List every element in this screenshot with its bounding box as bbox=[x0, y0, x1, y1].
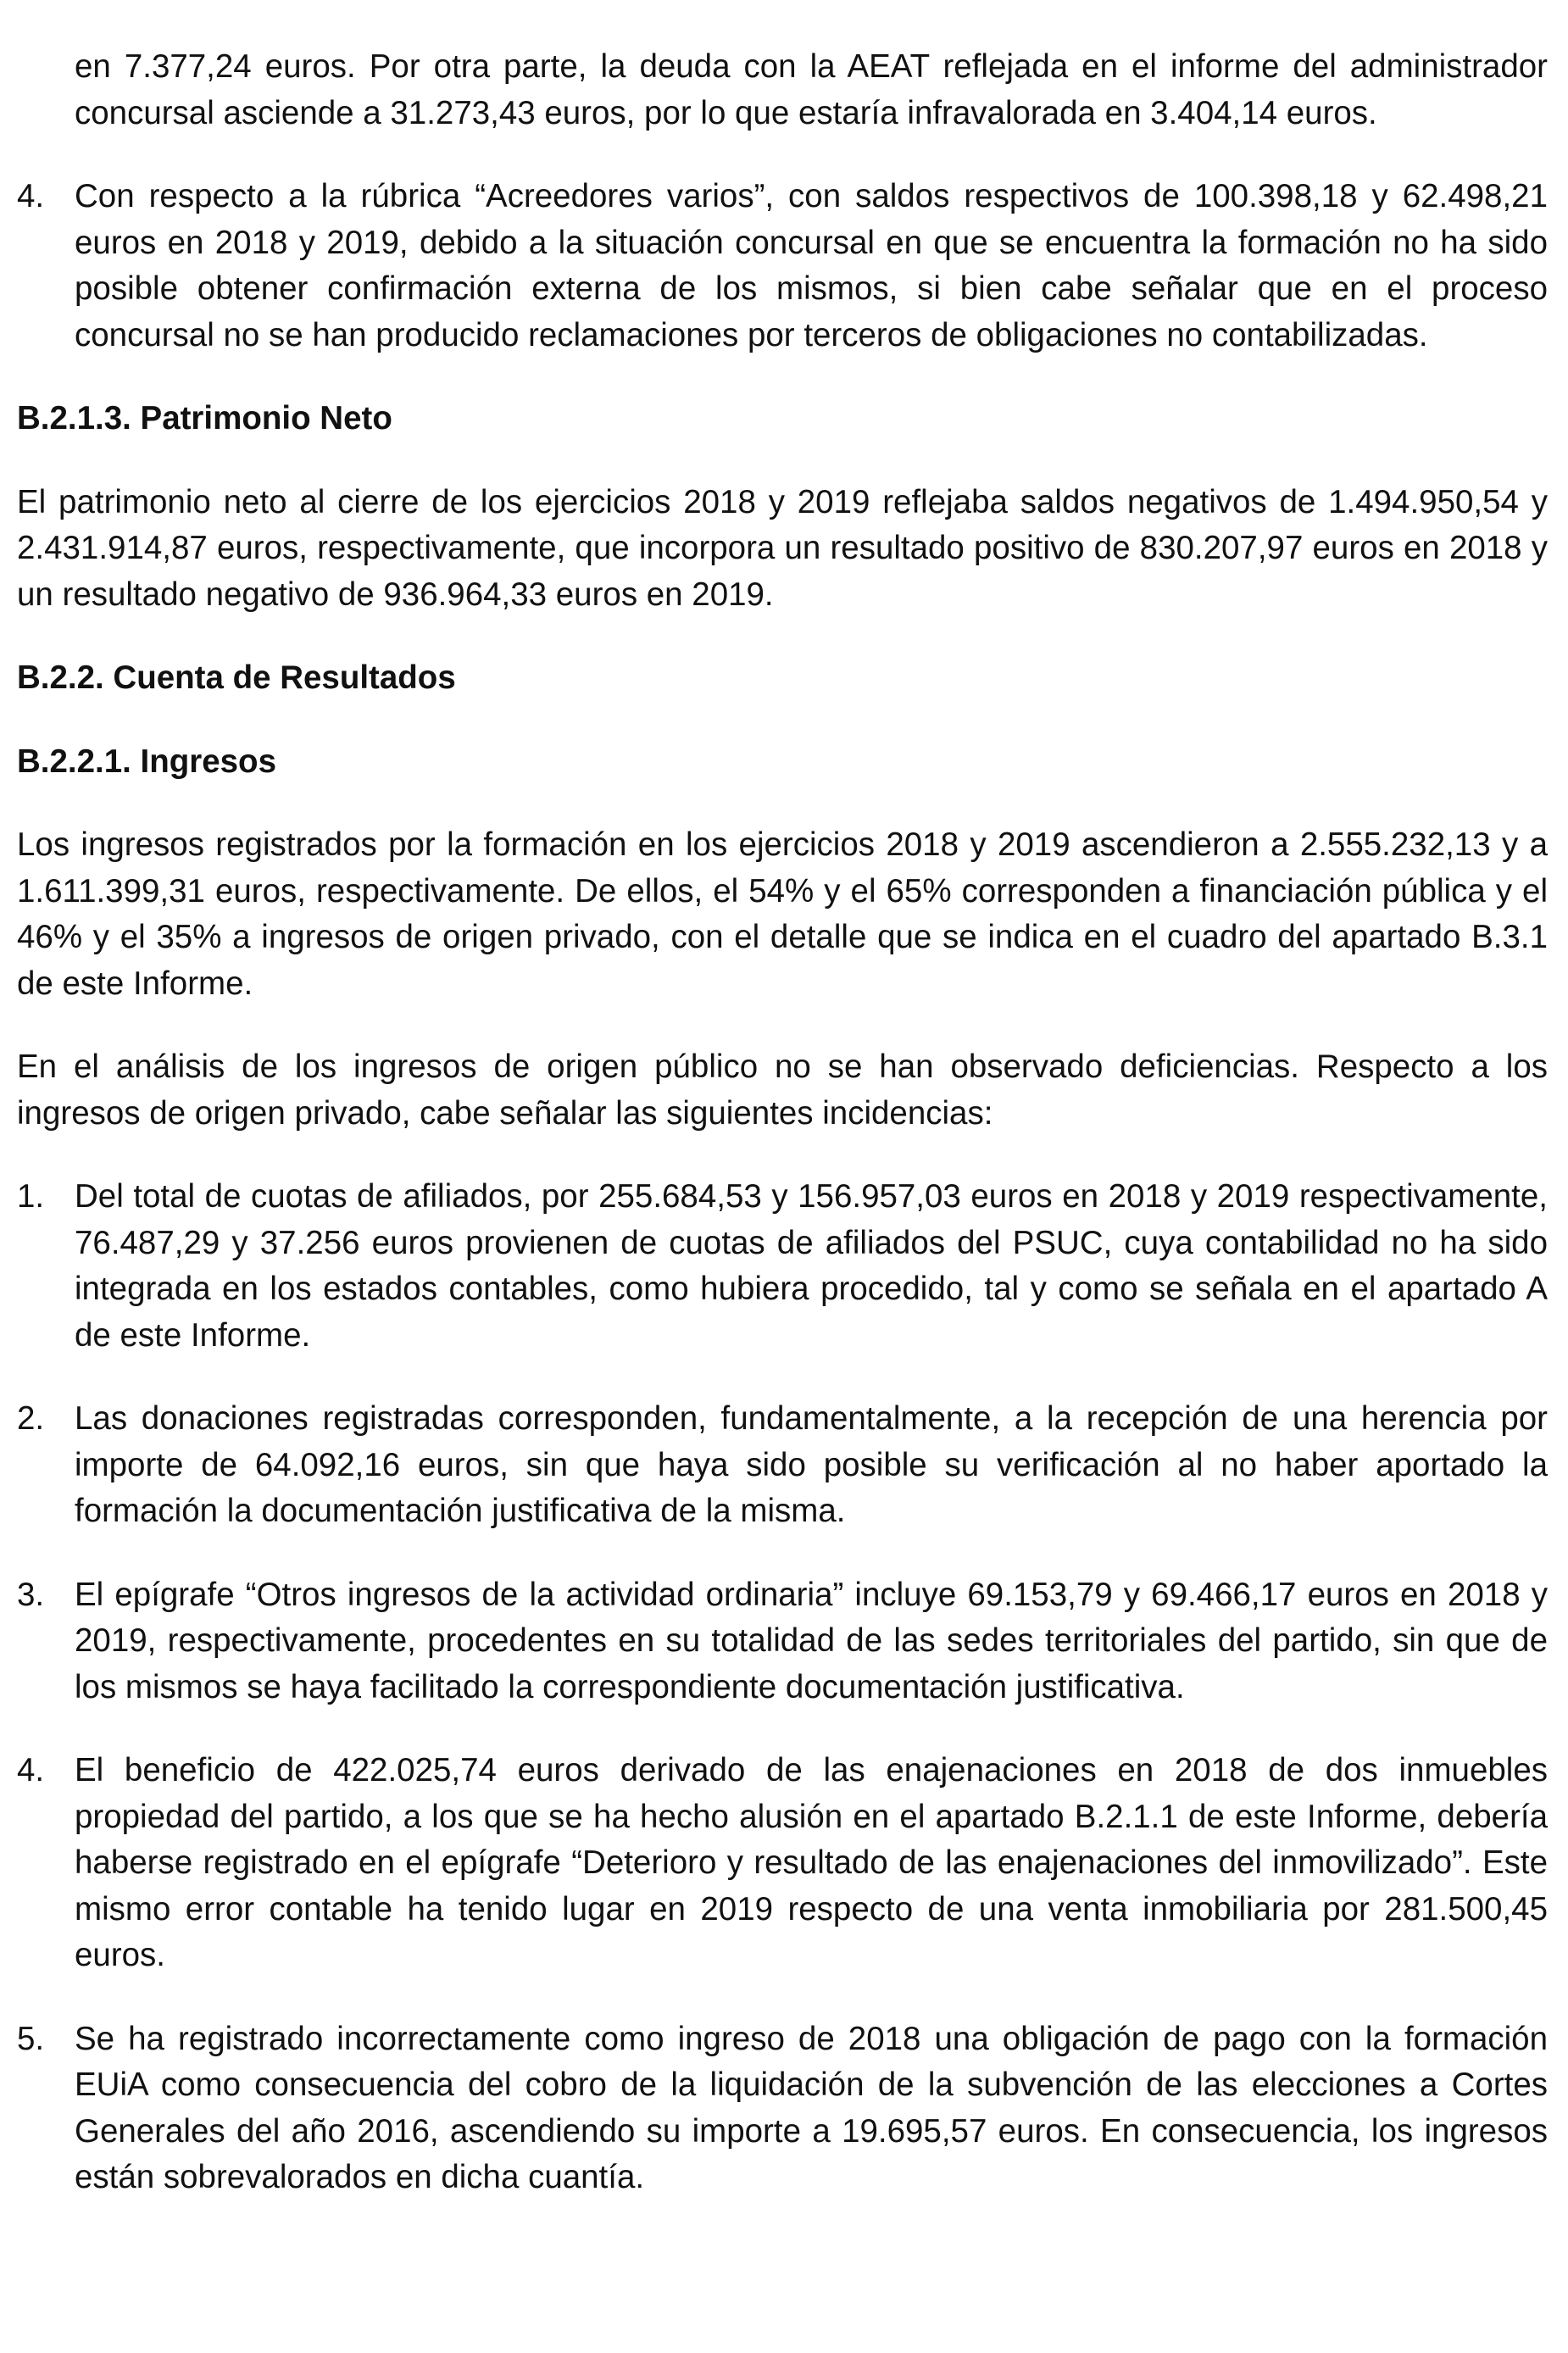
paragraph-ingresos-totales: Los ingresos registrados por la formación en los ejercicios 2018 y 2019 ascendieron a 2.555.232,13 y a 1.611.399,31 euros, respectivamente. De ellos, el 54% y el 65% corresponden a financiación pública y el 46% y el 35% a ingresos de origen privado, con el detalle que se indica en el cuadro del apartado B.3.1 de este Informe. bbox=[17, 826, 1548, 1002]
list-item bbox=[17, 1748, 1548, 1979]
list-item bbox=[17, 1572, 1548, 1711]
continuation-paragraph: en 7.377,24 euros. Por otra parte, la deuda con la AEAT reflejada en el informe del administrador concursal asciende a 31.273,43 euros, por lo que estaría infravalorada en 3.404,14 euros. bbox=[75, 48, 1548, 131]
list-item-text: Del total de cuotas de afiliados, por 255.684,53 y 156.957,03 euros en 2018 y 2019 respectivamente, 76.487,29 y 37.256 euros provienen de cuotas de afiliados del PSUC, cuya contabilidad no ha sido integrada en los estados contables, como hubiera procedido, tal y como se señala en el apartado A de este Informe. bbox=[75, 1178, 1548, 1354]
section-heading-cuenta-resultados: B.2.2. Cuenta de Resultados bbox=[17, 659, 456, 696]
list-item-number: 3. bbox=[17, 1576, 45, 1613]
list-item-number: 1. bbox=[17, 1178, 45, 1215]
list-item-text: Se ha registrado incorrectamente como ingreso de 2018 una obligación de pago con la formación EUiA como consecuencia del cobro de la liquidación de la subvención de las elecciones a Cortes Generales del año 2016, ascendiendo su importe a 19.695,57 euros. En consecuencia, los ingresos están sobrevalorados en dicha cuantía. bbox=[75, 2020, 1548, 2195]
acreedores-list bbox=[17, 174, 1548, 359]
list-item-number: 2. bbox=[17, 1400, 45, 1437]
list-item bbox=[17, 1396, 1548, 1535]
paragraph-patrimonio-neto: El patrimonio neto al cierre de los ejercicios 2018 y 2019 reflejaba saldos negativos de 1.494.950,54 y 2.431.914,87 euros, respectivamente, que incorpora un resultado positivo de 830.207,97 euros en 2018 y un resultado negativo de 936.964,33 euros en 2019. bbox=[17, 483, 1548, 613]
paragraph-ingresos-analisis: En el análisis de los ingresos de origen público no se han observado deficiencias. Respecto a los ingresos de origen privado, cabe señalar las siguientes incidencias: bbox=[17, 1049, 1548, 1132]
list-item-text: Las donaciones registradas corresponden, fundamentalmente, a la recepción de una herencia por importe de 64.092,16 euros, sin que haya sido posible su verificación al no haber aportado la formación la documentación justificativa de la misma. bbox=[75, 1400, 1548, 1529]
list-item-number: 5. bbox=[17, 2020, 45, 2057]
incidencias-list bbox=[17, 1174, 1548, 2201]
section-heading-ingresos: B.2.2.1. Ingresos bbox=[17, 743, 276, 780]
list-item bbox=[17, 2016, 1548, 2201]
list-item-text: El epígrafe “Otros ingresos de la actividad ordinaria” incluye 69.153,79 y 69.466,17 euros en 2018 y 2019, respectivamente, procedentes en su totalidad de las sedes territoriales del partido, sin que de los mismos se haya facilitado la correspondiente documentación justificativa. bbox=[75, 1576, 1548, 1705]
list-item-text: El beneficio de 422.025,74 euros derivado de las enajenaciones en 2018 de dos inmuebles propiedad del partido, a los que se ha hecho alusión en el apartado B.2.1.1 de este Informe, debería haberse registrado en el epígrafe “Deterioro y resultado de las enajenaciones del inmovilizado”. Este mismo error contable ha tenido lugar en 2019 respecto de una venta inmobiliaria por 281.500,45 euros. bbox=[75, 1752, 1548, 1973]
document-page bbox=[17, 44, 1548, 2201]
section-heading-patrimonio-neto: B.2.1.3. Patrimonio Neto bbox=[17, 400, 392, 437]
list-item-text: Con respecto a la rúbrica “Acreedores varios”, con saldos respectivos de 100.398,18 y 62.498,21 euros en 2018 y 2019, debido a la situación concursal en que se encuentra la formación no ha sido posible obtener confirmación externa de los mismos, si bien cabe señalar que en el proceso concursal no se han producido reclamaciones por terceros de obligaciones no contabilizadas. bbox=[75, 178, 1548, 353]
list-item bbox=[17, 1174, 1548, 1359]
list-item-number: 4. bbox=[17, 1752, 45, 1788]
list-item bbox=[17, 174, 1548, 359]
list-item-number: 4. bbox=[17, 178, 45, 214]
